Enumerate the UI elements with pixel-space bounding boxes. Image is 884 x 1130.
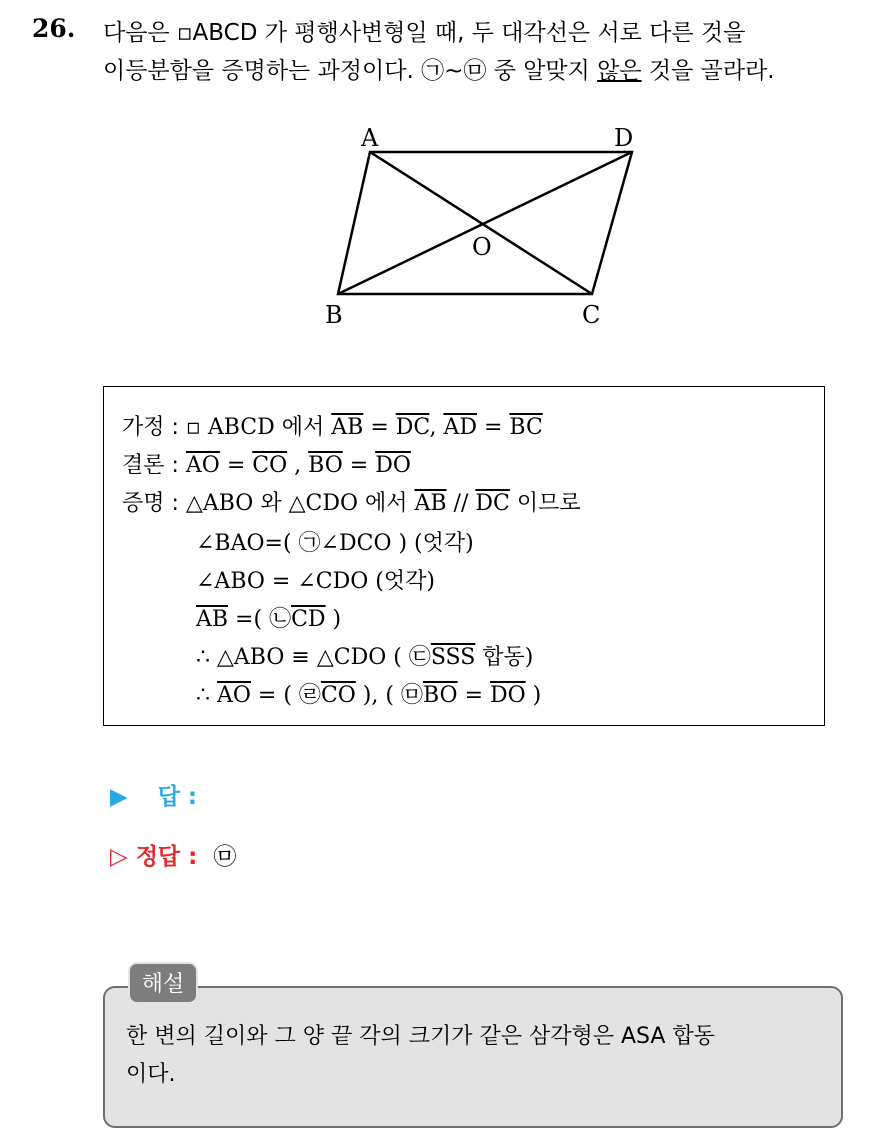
hypothesis-text: ABCD 에서 [200,415,332,440]
segment-co: $\overline{CO}$ [320,683,356,708]
explanation-text [126,1018,826,1094]
correct-arrow-icon: ▷ [110,844,128,870]
proof-step-1: ∠BAO=( ㉠∠DCO ) (엇각) [196,531,474,556]
sss-label: $\overline{SSS}$ [430,645,476,670]
vertex-label-b: B [325,301,343,329]
proof-label: 증명 : [122,491,179,516]
correct-answer-value: ㉤ [213,844,237,870]
equals: = [342,453,376,478]
proof-step-5-mid: ), ( ㉤ [355,683,423,708]
segment-bo: $\overline{BO}$ [308,453,343,478]
proof-intro-text: △ABO 와 △CDO 에서 [185,491,415,516]
proof-step-3 [196,602,341,633]
segment-cd: $\overline{CD}$ [291,607,326,632]
comma: , [429,415,444,440]
segment-co: $\overline{CO}$ [252,453,288,478]
proof-step-3-text: =( ㉡ [228,607,292,632]
proof-step-5-close: ) [525,683,542,708]
explanation-tag: 해설 [128,962,198,1004]
question-line-2 [103,52,863,90]
question-underlined-word: 않은 [597,58,642,84]
segment-ao: $\overline{AO}$ [185,453,220,478]
segment-bo: $\overline{BO}$ [422,683,458,708]
correct-answer-row [110,838,236,871]
equals: = [476,415,510,440]
proof-line-hypothesis [122,410,543,441]
segment-ab: $\overline{AB}$ [196,607,229,632]
segment-bc: $\overline{BC}$ [509,415,543,440]
proof-intro-suffix: 이므로 [509,491,581,516]
equals: = [219,453,253,478]
segment-dc: $\overline{DC}$ [395,415,430,440]
therefore: ∴ [196,683,217,708]
diagonal-ac [370,152,592,294]
vertex-label-o: O [472,233,492,261]
question-number: 26. [32,14,76,43]
proof-line-conclusion [122,448,411,479]
vertex-label-d: D [614,124,634,152]
explanation-line-2: 이다. [126,1062,176,1087]
question-line-2-post: 것을 골라라. [641,58,775,84]
answer-row [110,778,197,811]
answer-label: 답 : [157,784,198,810]
vertex-label-a: A [361,124,379,152]
question-text [103,14,863,90]
equals: = [457,683,490,708]
segment-do: $\overline{DO}$ [375,453,411,478]
segment-ao: $\overline{AO}$ [217,683,251,708]
proof-line-proof-intro [122,486,581,517]
parallel-symbol: // [446,491,476,516]
question-line-2-pre: 이등분함을 증명하는 과정이다. ㉠~㉤ 중 알맞지 [103,58,598,84]
vertex-label-c: C [582,301,601,329]
proof-step-4-text: ∴ △ABO ≡ △CDO ( ㉢ [196,645,431,670]
hypothesis-label: 가정 : [122,415,179,440]
equals: = [363,415,396,440]
explanation-line-1: 한 변의 길이와 그 양 끝 각의 크기가 같은 삼각형은 ASA 합동 [126,1024,715,1049]
proof-step-2: ∠ABO = ∠CDO (엇각) [196,569,435,594]
proof-step-3-close: ) [325,607,342,632]
segment-do: $\overline{DO}$ [490,683,526,708]
correct-answer-label: 정답 : [135,844,198,870]
segment-ad: $\overline{AD}$ [443,415,477,440]
segment-ab: $\overline{AB}$ [331,415,364,440]
segment-dc: $\overline{DC}$ [475,491,510,516]
diagonal-bd [338,152,632,294]
comma: , [287,453,309,478]
segment-ab: $\overline{AB}$ [414,491,447,516]
proof-step-4 [196,640,533,671]
conclusion-label: 결론 : [122,453,179,478]
question-line-1: 다음은 ▫ABCD 가 평행사변형일 때, 두 대각선은 서로 다른 것을 [103,20,746,46]
answer-arrow-icon: ▶ [110,784,128,810]
proof-step-4-close: 합동) [475,645,534,670]
parallelogram-figure [320,118,650,333]
square-symbol: ▫ [185,415,201,440]
proof-step-5 [196,678,541,709]
proof-step-5-text: = ( ㉣ [250,683,321,708]
